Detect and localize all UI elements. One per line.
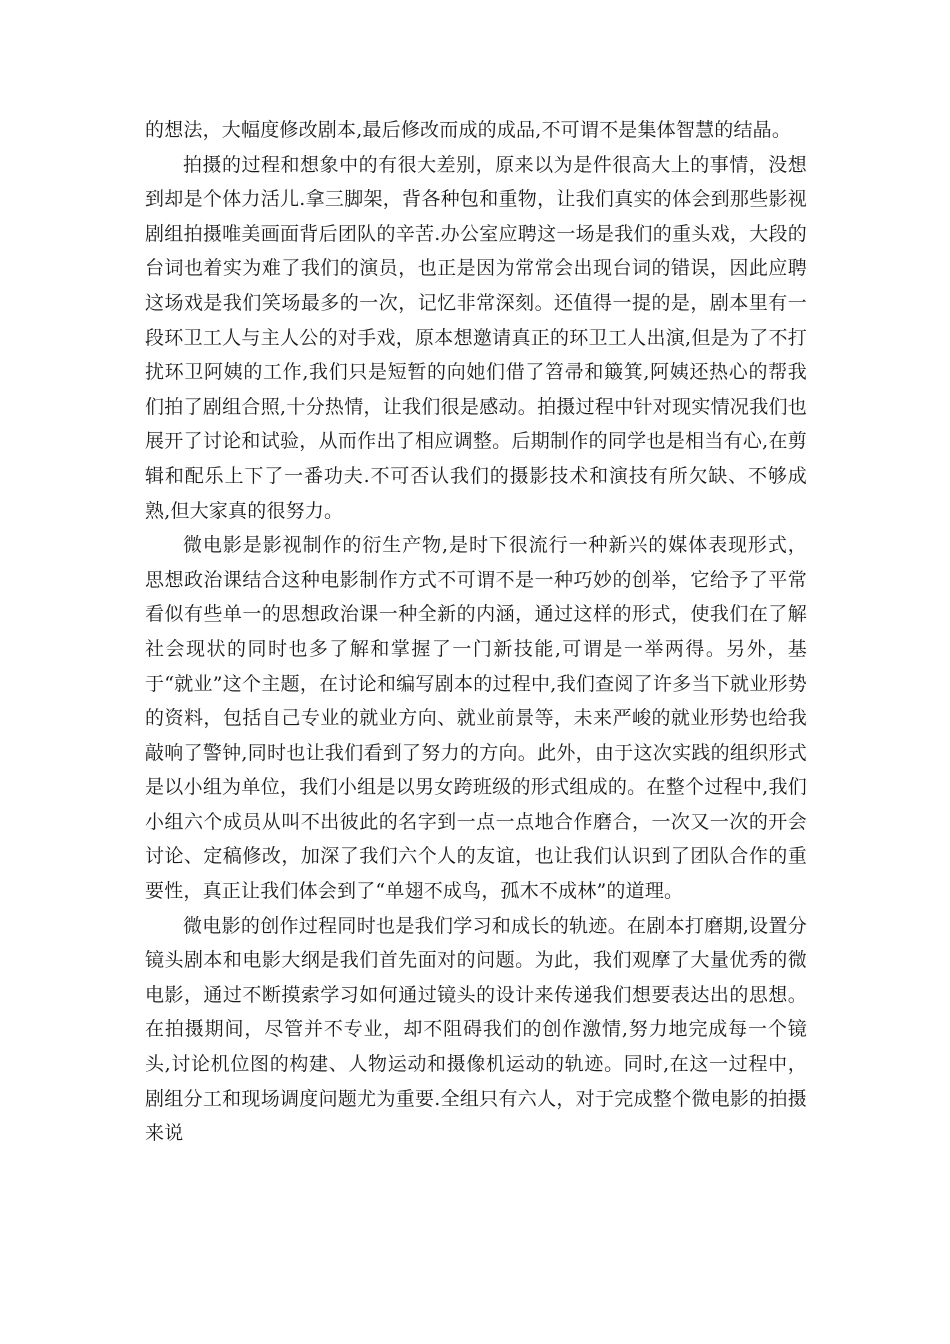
document-page (145, 113, 807, 1151)
paragraph-2: 拍摄的过程和想象中的有很大差别，原来以为是件很高大上的事情，没想到却是个体力活儿.拿三脚架，背各种包和重物，让我们真实的体会到那些影视剧组拍摄唯美画面背后团队的辛苦.办公室应聘这一场是我们的重头戏，大段的台词也着实为难了我们的演员，也正是因为常常会出现台词的错误，因此应聘这场戏是我们笑场最多的一次，记忆非常深刻。还值得一提的是，剧本里有一段环卫工人与主人公的对手戏，原本想邀请真正的环卫工人出演,但是为了不打扰环卫阿姨的工作,我们只是短暂的向她们借了笤帚和簸箕,阿姨还热心的帮我们拍了剧组合照,十分热情，让我们很是感动。拍摄过程中针对现实情况我们也展开了讨论和试验，从而作出了相应调整。后期制作的同学也是相当有心,在剪辑和配乐上下了一番功夫.不可否认我们的摄影技术和演技有所欠缺、不够成熟,但大家真的很努力。 (145, 153, 807, 522)
paragraph-1: 的想法，大幅度修改剧本,最后修改而成的成品,不可谓不是集体智慧的结晶。 (145, 119, 792, 141)
paragraph-4: 微电影的创作过程同时也是我们学习和成长的轨迹。在剧本打磨期,设置分镜头剧本和电影大纲是我们首先面对的问题。为此，我们观摩了大量优秀的微电影，通过不断摸索学习如何通过镜头的设计来传递我们想要表达出的思想。在拍摄期间，尽管并不专业，却不阻碍我们的创作激情,努力地完成每一个镜头,讨论机位图的构建、人物运动和摄像机运动的轨迹。同时,在这一过程中，剧组分工和现场调度问题尤为重要.全组只有六人，对于完成整个微电影的拍摄来说 (145, 914, 807, 1145)
paragraph-3: 微电影是影视制作的衍生产物,是时下很流行一种新兴的媒体表现形式， 思想政治课结合这种电影制作方式不可谓不是一种巧妙的创举，它给予了平常看似有些单一的思想政治课一种全新的内涵，通过这样的形式，使我们在了解社会现状的同时也多了解和掌握了一门新技能,可谓是一举两得。另外，基于“就业”这个主题，在讨论和编写剧本的过程中,我们查阅了许多当下就业形势的资料，包括自己专业的就业方向、就业前景等，未来严峻的就业形势也给我敲响了警钟,同时也让我们看到了努力的方向。此外，由于这次实践的组织形式是以小组为单位，我们小组是以男女跨班级的形式组成的。在整个过程中,我们小组六个成员从叫不出彼此的名字到一点一点地合作磨合，一次又一次的开会讨论、定稿修改，加深了我们六个人的友谊，也让我们认识到了团队合作的重要性，真正让我们体会到了“单翅不成鸟，孤木不成林”的道理。 (145, 534, 807, 903)
